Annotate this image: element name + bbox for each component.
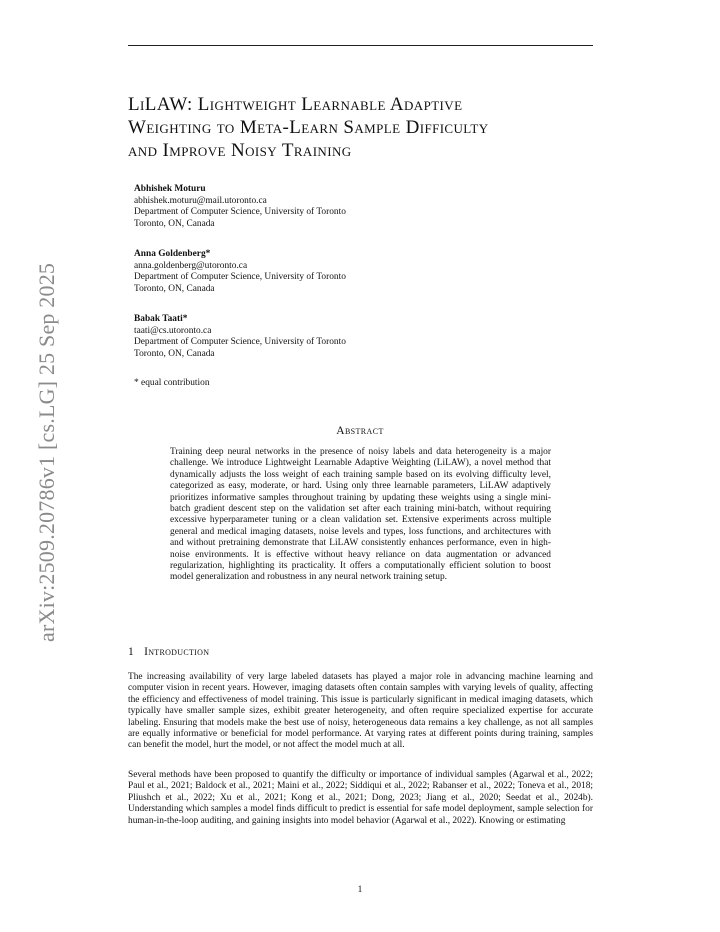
title-line-1: LiLAW: Lightweight Learnable Adaptive bbox=[128, 94, 463, 115]
author-email: abhishek.moturu@mail.utoronto.ca bbox=[134, 195, 267, 206]
author-department: Department of Computer Science, University of Toronto bbox=[134, 272, 346, 282]
author-location: Toronto, ON, Canada bbox=[134, 348, 215, 359]
author-email: taati@cs.utoronto.ca bbox=[134, 325, 212, 336]
author-name: Anna Goldenberg* bbox=[134, 249, 211, 259]
contribution-note: * equal contribution bbox=[134, 378, 210, 388]
author-block-1 bbox=[134, 184, 346, 230]
author-location: Toronto, ON, Canada bbox=[134, 218, 215, 229]
author-department: Department of Computer Science, University of Toronto bbox=[134, 207, 346, 217]
author-block-3 bbox=[134, 314, 346, 360]
section-number: 1 bbox=[128, 646, 135, 658]
author-name: Babak Taati* bbox=[134, 314, 188, 324]
intro-paragraph-2: Several methods have been proposed to quantify the difficulty or importance of individual samples (Agarwal et al., 2022; Paul et al., 2021; Baldock et al., 2021; Maini et al., 2022; Siddiqui et al., 2022; Rabanser et al., 2022; Toneva et al., 2018; Pliushch et al., 2022; Xu et al., 2021; Kong et al., 2021; Dong, 2023; Jiang et al., 2020; Seedat et al., 2024b). Understanding which samples a model finds difficult to predict is essential for safe model deployment, sample selection for human-in-the-loop auditing, and gaining insights into model behavior (Agarwal et al., 2022). Knowing or estimating bbox=[128, 770, 593, 826]
author-department: Department of Computer Science, University of Toronto bbox=[134, 337, 346, 347]
page-number: 1 bbox=[357, 885, 363, 895]
arxiv-identifier: arXiv:2509.20786v1 [cs.LG] 25 Sep 2025 bbox=[34, 262, 59, 642]
section-heading bbox=[128, 646, 209, 658]
author-name: Abhishek Moturu bbox=[134, 184, 206, 194]
header-rule bbox=[128, 45, 593, 46]
abstract-heading: Abstract bbox=[336, 425, 384, 437]
paper-title bbox=[128, 93, 608, 162]
author-location: Toronto, ON, Canada bbox=[134, 283, 215, 294]
title-line-3: and Improve Noisy Training bbox=[128, 140, 352, 161]
section-title: Introduction bbox=[144, 646, 210, 658]
abstract-text: Training deep neural networks in the presence of noisy labels and data heterogeneity is a major challenge. We introduce Lightweight Learnable Adaptive Weighting (LiLAW), a novel method that dynamically adjusts the loss weight of each training sample based on its evolving difficulty level, categorized as easy, moderate, or hard. Using only three learnable parameters, LiLAW adaptively prioritizes informative samples throughout training by updating these weights using a single mini-batch gradient descent step on the validation set after each training mini-batch, without requiring excessive hyperparameter tuning or a clean validation set. Extensive experiments across multiple general and medical imaging datasets, noise levels and types, loss functions, and architectures with and without pretraining demonstrate that LiLAW consistently enhances performance, even in high-noise environments. It is effective without heavy reliance on data augmentation or advanced regularization, highlighting its practicality. It offers a computationally efficient solution to boost model generalization and robustness in any neural network training setup. bbox=[170, 447, 551, 583]
intro-paragraph-1: The increasing availability of very large labeled datasets has played a major role in advancing machine learning and computer vision in recent years. However, imaging datasets often contain samples with varying levels of quality, affecting the efficiency and effectiveness of model training. This issue is particularly significant in medical imaging datasets, which typically have smaller sample sizes, exhibit greater heterogeneity, and often require specialized expertise for accurate labeling. Ensuring that models make the best use of noisy, heterogeneous data remains a key challenge, as not all samples are equally informative or beneficial for model performance. At varying rates at different points during training, samples can benefit the model, hurt the model, or not affect the model much at all. bbox=[128, 672, 593, 751]
author-block-2 bbox=[134, 249, 346, 295]
title-line-2: Weighting to Meta-Learn Sample Difficulty bbox=[128, 117, 489, 138]
author-email: anna.goldenberg@utoronto.ca bbox=[134, 260, 248, 271]
